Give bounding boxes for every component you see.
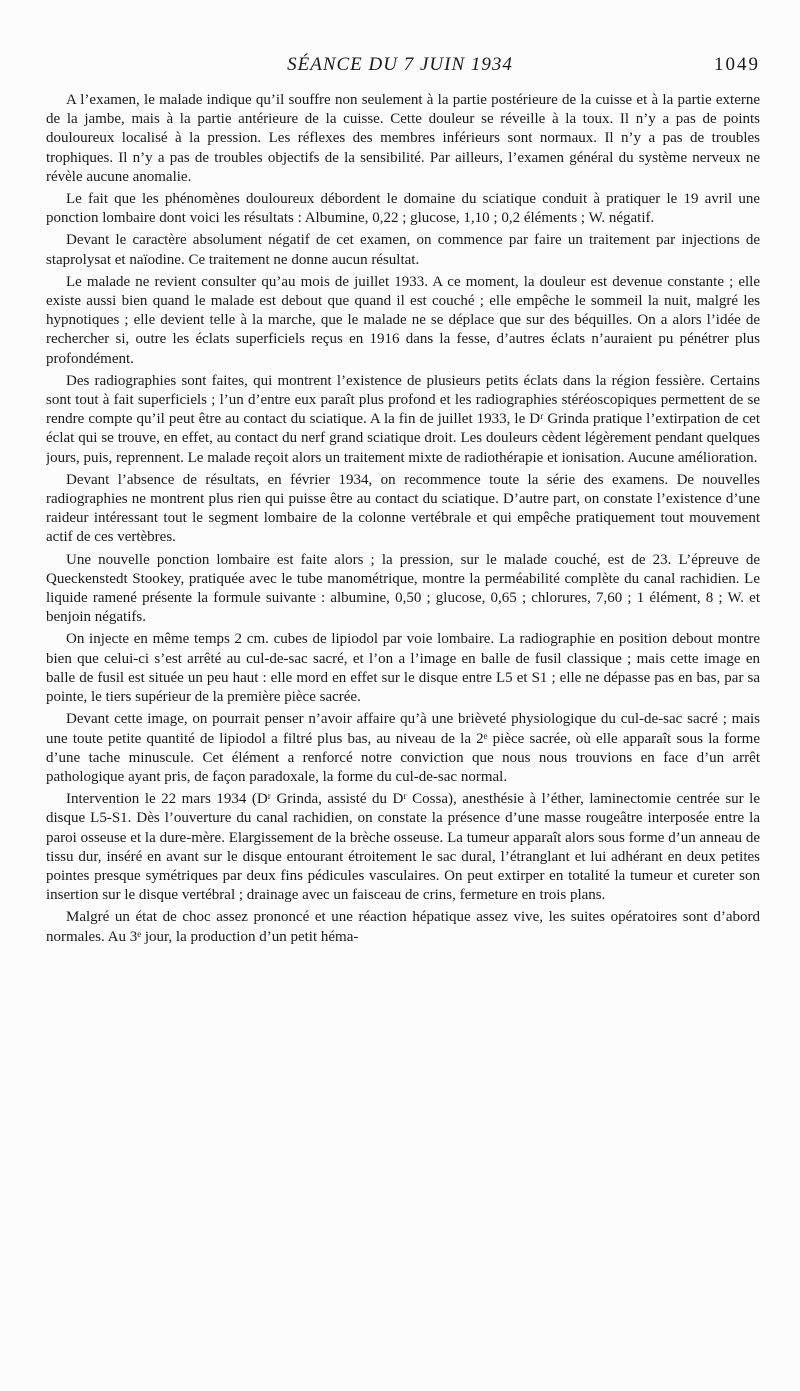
paragraph: Des radiographies sont faites, qui montrent l’existence de plusieurs petits éclats dans la région fessière. Certains sont tout à fait superficiels ; l’un d’entre eux paraît plus profond et les radiographies stéréoscopiques permettent de se rendre compte qu’il peut être au contact du sciatique. A la fin de juillet 1933, le Dʳ Grinda pratique l’extirpation de cet éclat qui se trouve, en effet, au contact du nerf grand sciatique droit. Les douleurs cèdent légèrement pendant quelques jours, puis, reprennent. Le malade reçoit alors un traitement mixte de radiothérapie et ionisation. Aucune amélioration. <box>46 372 760 466</box>
paragraph: Le fait que les phénomènes douloureux débordent le domaine du sciatique conduit à pratiquer le 19 avril une ponction lombaire dont voici les résultats : Albumine, 0,22 ; glucose, 1,10 ; 0,2 éléments ; W. négatif. <box>46 191 760 227</box>
article-body <box>46 91 760 1379</box>
page-number: 1049 <box>714 54 760 75</box>
paragraph: Devant cette image, on pourrait penser n’avoir affaire qu’à une brièveté physiologique du cul-de-sac sacré ; mais une toute petite quantité de lipiodol a filtré plus bas, au niveau de la 2ᵉ pièce sacrée, où elle apparaît sous la forme d’une tache minuscule. Cet élément a renforcé notre conviction que nous nous trouvions en face d’un arrêt pathologique ayant pris, de façon paradoxale, la forme du cul-de-sac normal. <box>46 711 760 785</box>
paragraph: Une nouvelle ponction lombaire est faite alors ; la pression, sur le malade couché, est de 23. L’épreuve de Queckenstedt Stookey, pratiquée avec le tube manométrique, montre la perméabilité complète du canal rachidien. Le liquide ramené présente la formule suivante : albumine, 0,50 ; glucose, 0,65 ; chlorures, 7,60 ; 1 élément, 8 ; W. et benjoin négatifs. <box>46 551 760 626</box>
running-title: SÉANCE DU 7 JUIN 1934 <box>287 54 513 75</box>
page-header <box>40 50 760 80</box>
paragraph: On injecte en même temps 2 cm. cubes de lipiodol par voie lombaire. La radiographie en position debout montre bien que celui-ci s’est arrêté au cul-de-sac sacré, et l’on a l’image en balle de fusil classique ; mais cette image en balle de fusil est située un peu haut : elle mord en effet sur le disque entre L5 et S1 ; elle ne dépasse pas en bas, par sa pointe, le tiers supérieur de la première pièce sacrée. <box>46 631 760 706</box>
paragraph: Le malade ne revient consulter qu’au mois de juillet 1933. A ce moment, la douleur est devenue constante ; elle existe aussi bien quand le malade est debout que quand il est couché ; elle empêche le sommeil la nuit, malgré les hypnotiques ; elle devient telle à la marche, que le malade ne se déplace que sur des béquilles. On a alors l’idée de rechercher si, outre les éclats superficiels reçus en 1916 dans la fesse, d’autres éclats n’auraient pu pénétrer plus profondément. <box>46 273 760 367</box>
paragraph: A l’examen, le malade indique qu’il souffre non seulement à la partie postérieure de la cuisse et à la partie externe de la jambe, mais à la partie antérieure de la cuisse. Cette douleur se réveille à la toux. Il n’y a pas de points douloureux localisé à la pression. Les réflexes des membres inférieurs sont normaux. Il n’y a pas de troubles trophiques. Il n’y a pas de troubles objectifs de la sensibilité. Par ailleurs, l’examen général du système nerveux ne révèle aucune anomalie. <box>46 92 760 185</box>
paragraph: Malgré un état de choc assez prononcé et une réaction hépatique assez vive, les suites opératoires sont d’abord normales. Au 3ᵉ jour, la production d’un petit héma- <box>46 909 760 945</box>
paragraph: Devant le caractère absolument négatif de cet examen, on commence par faire un traitement par injections de staprolysat et naïodine. Ce traitement ne donne aucun résultat. <box>46 232 760 268</box>
paragraph: Devant l’absence de résultats, en février 1934, on recommence toute la série des examens. De nouvelles radiographies ne montrent plus rien qui puisse être au contact du sciatique. D’autre part, on constate l’existence d’une raideur intéressant tout le segment lombaire de la colonne vertébrale et qui empêche pratiquement tout mouvement actif de ces vertèbres. <box>46 471 760 546</box>
paragraph: Intervention le 22 mars 1934 (Dʳ Grinda, assisté du Dʳ Cossa), anesthésie à l’éther, laminectomie centrée sur le disque L5-S1. Dès l’ouverture du canal rachidien, on constate la présence d’une masse rougeâtre interposée entre la paroi osseuse et la dure-mère. Elargissement de la brèche osseuse. La tumeur apparaît alors sous forme d’un anneau de tissu dur, inséré en avant sur le disque entourant étroitement le sac dural, l’étranglant et lui adhérant en deux petites pointes presque symétriques par deux fins pédicules vasculaires. On peut extirper en totalité la tumeur et cureter son insertion sur le disque vertébral ; drainage avec un faisceau de crins, fermeture en trois plans. <box>46 791 760 904</box>
